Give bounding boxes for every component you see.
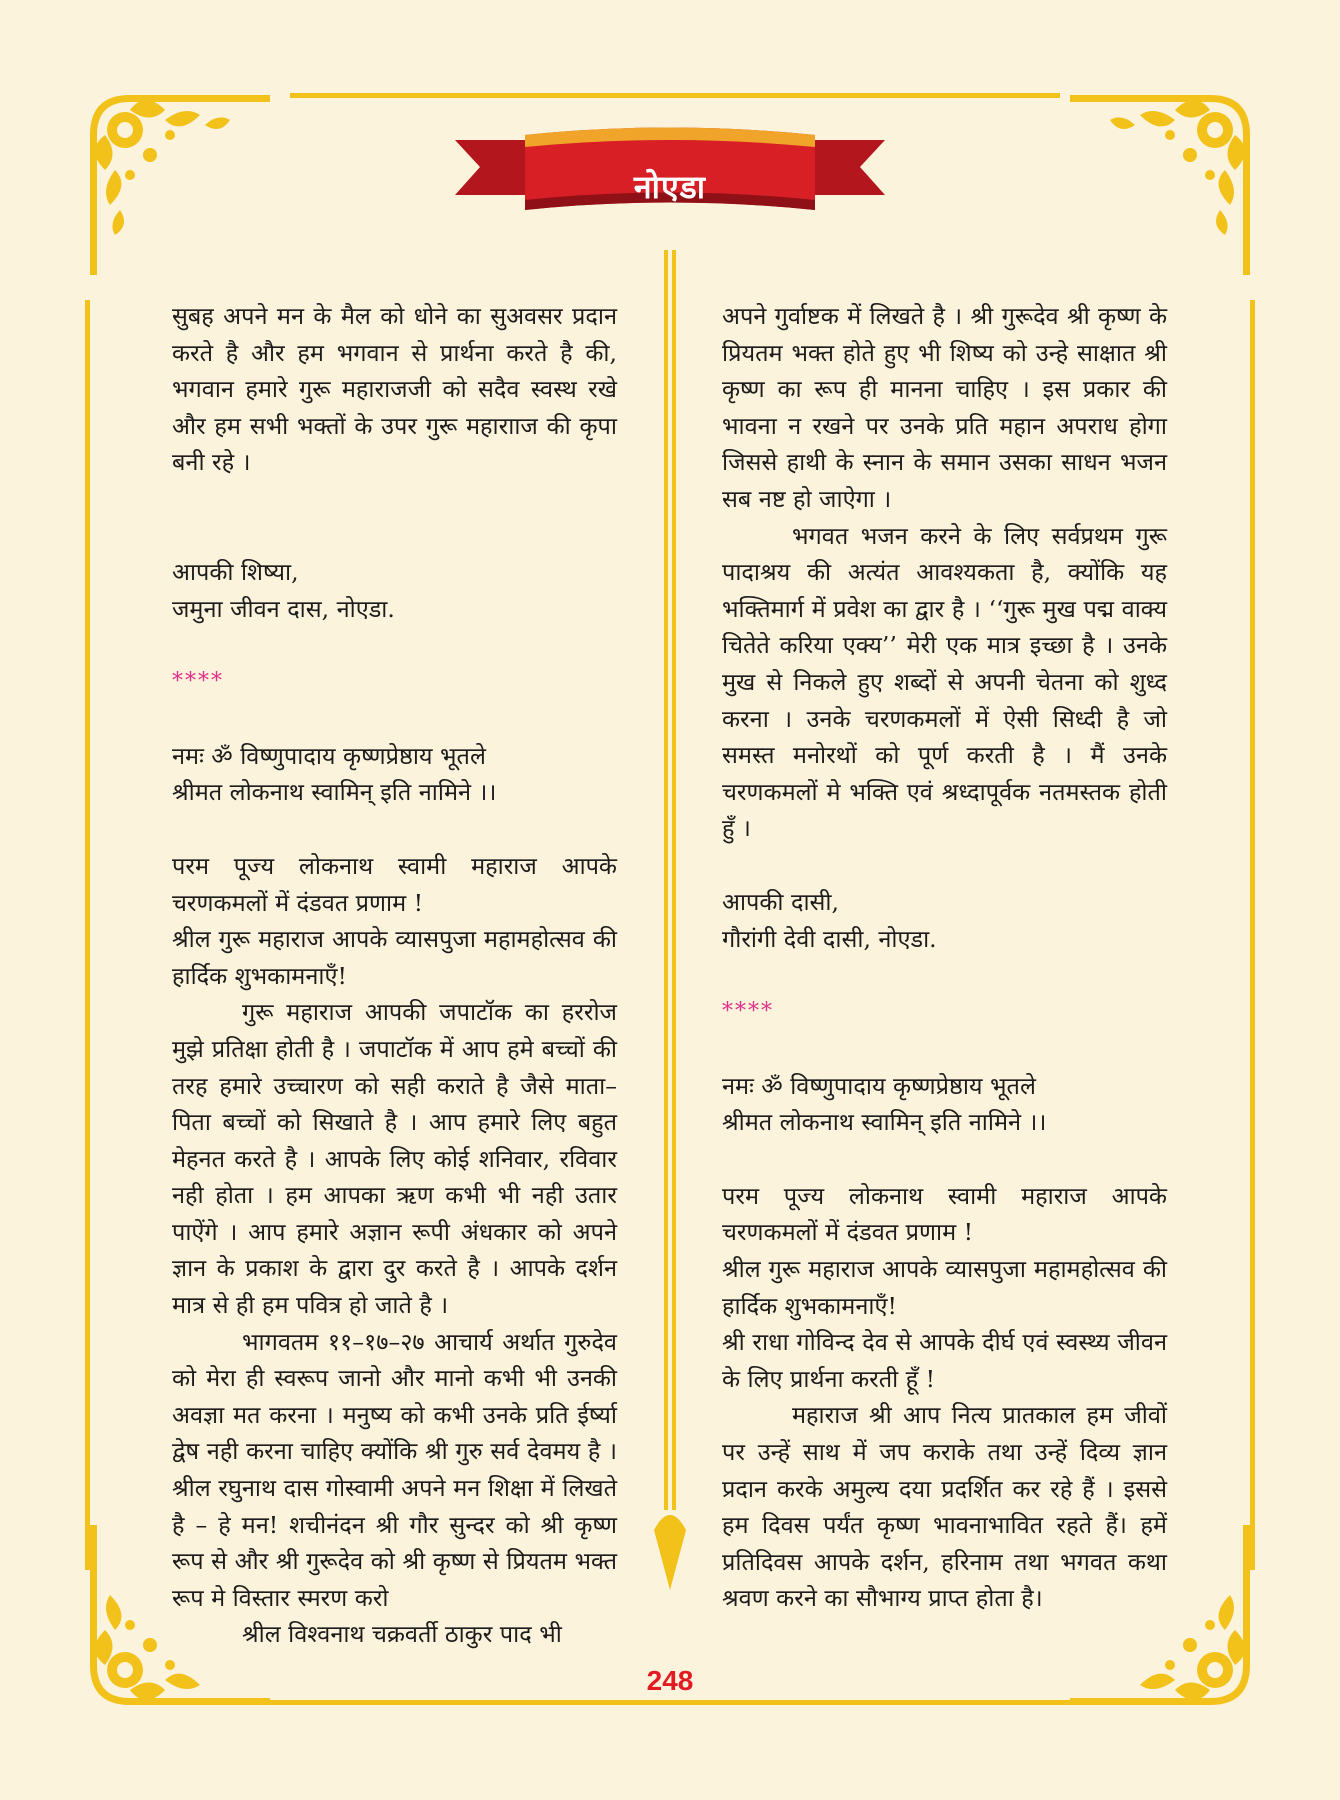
right-salutation: परम पूज्य लोकनाथ स्वामी महाराज आपके चरणकमलों में दंडवत प्रणाम ! — [722, 1181, 1167, 1247]
left-star-divider: **** — [172, 669, 224, 695]
left-mantra-line-1: नमः ॐ विष्णुपादाय कृष्णप्रेष्ठाय भूतले — [172, 741, 486, 770]
frame-left-border — [85, 300, 90, 1570]
right-signoff-line-2: गौरांगी देवी दासी, नोएडा. — [722, 924, 937, 953]
right-paragraph-2: भगवत भजन करने के लिए सर्वप्रथम गुरू पादाश्रय की अत्यंत आवश्यकता है, क्योंकि यह भक्तिमार्ग में प्रवेश का द्वार है । ‘‘गुरू मुख पद्म वाक्य चितेते करिया एक्य’’ मेरी एक मात्र इच्छा है । उनके मुख से निकले हुए शब्दों से अपनी चेतना को शुध्द करना । उनके चरणकमलों में ऐसी सिध्दी है जो समस्त मनोरथों को पूर्ण करती है । मैं उनके चरणकमलों मे भक्ति एवं श्रध्दापूर्वक नतमस्तक होती हुँ । — [722, 521, 1167, 843]
banner-title: नोएडा — [633, 168, 707, 206]
left-paragraph-4: भागवतम ११–१७–२७ आचार्य अर्थात गुरुदेव को मेरा ही स्वरूप जानो और मानो कभी भी उनकी अवज्ञा मत करना । मनुष्य को कभी उनके प्रति ईर्ष्या द्वेष नही करना चाहिए क्योंकि श्री गुरु सर्व देवमय है । श्रील रघुनाथ दास गोस्वामी अपने मन शिक्षा में लिखते है – हे मन! शचीनंदन श्री गौर सुन्दर को श्री कृष्ण रूप से और श्री गुरूदेव को श्री कृष्ण से प्रियतम भक्त रूप मे विस्तार स्मरण करो — [172, 1327, 617, 1612]
right-paragraph-1: अपने गुर्वाष्टक में लिखते है । श्री गुरूदेव श्री कृष्ण के प्रियतम भक्त होते हुए भी शिष्य को उन्हे साक्षात श्री कृष्ण का रूप ही मानना चाहिए । इस प्रकार की भावना न रखने पर उनके प्रति महान अपराध होगा जिससे हाथी के स्नान के समान उसका साधन भजन सब नष्ट हो जाऐगा । — [722, 302, 1167, 513]
right-mantra-line-2: श्रीमत लोकनाथ स्वामिन् इति नामिने ।। — [722, 1108, 1047, 1137]
left-greeting: श्रील गुरू महाराज आपके व्यासपुजा महामहोत्सव की हार्दिक शुभकामनाएँ! — [172, 925, 617, 990]
right-column — [722, 298, 1167, 1617]
left-paragraph-3: गुरू महाराज आपकी जपाटॉक का हररोज मुझे प्रतिक्षा होती है । जपाटॉक में आप हमे बच्चों की तरह हमारे उच्चारण को सही कराते है जैसे माता–पिता बच्चों को सिखाते है । आप हमारे लिए बहुत मेहनत करते है । आपके लिए कोई शनिवार, रविवार नही होता । हम आपका ऋण कभी भी नही उतार पाऐंगे । आप हमारे अज्ञान रूपी अंधकार को अपने ज्ञान के प्रकाश के द्वारा दुर करते है । आपके दर्शन मात्र से ही हम पवित्र हो जाते है । — [172, 998, 617, 1320]
column-divider-icon — [640, 250, 700, 1590]
right-greeting: श्रील गुरू महाराज आपके व्यासपुजा महामहोत्सव की हार्दिक शुभकामनाएँ! — [722, 1255, 1167, 1320]
frame-top-border — [290, 93, 1060, 98]
left-mantra-line-2: श्रीमत लोकनाथ स्वामिन् इति नामिने ।। — [172, 778, 497, 807]
right-signoff-line-1: आपकी दासी, — [722, 887, 839, 916]
left-paragraph-1: सुबह अपने मन के मैल को धोने का सुअवसर प्रदान करते है और हम भगवान से प्रार्थना करते है की, भगवान हमारे गुरू महाराजजी को सदैव स्वस्थ रखे और हम सभी भक्तों के उपर गुरू महारााज की कृपा बनी रहे । — [172, 302, 617, 477]
frame-right-border — [1250, 300, 1255, 1570]
left-salutation: परम पूज्य लोकनाथ स्वामी महाराज आपके चरणकमलों में दंडवत प्रणाम ! — [172, 851, 617, 917]
left-signoff-line-1: आपकी शिष्या, — [172, 557, 299, 586]
frame-bottom-border — [220, 1700, 1120, 1705]
left-column — [172, 298, 617, 1653]
right-paragraph-4: महाराज श्री आप नित्य प्रातकाल हम जीवों पर उन्हें साथ में जप कराके तथा उन्हें दिव्य ज्ञान प्रदान करके अमुल्य दया प्रदर्शित कर रहे हैं । इससे हम दिवस पर्यंत कृष्ण भावनाभावित रहते हैं। हमें प्रतिदिवस आपके दर्शन, हरिनाम तथा भगवत कथा श्रवण करने का सौभाग्य प्राप्त होता है। — [722, 1401, 1167, 1613]
left-paragraph-5: श्रील विश्वनाथ चक्रवर्ती ठाकुर पाद भी — [242, 1620, 562, 1649]
left-signoff-line-2: जमुना जीवन दास, नोएडा. — [172, 594, 395, 623]
page-number: 248 — [646, 1665, 694, 1696]
right-mantra-line-1: नमः ॐ विष्णुपादाय कृष्णप्रेष्ठाय भूतले — [722, 1071, 1036, 1100]
right-prayer: श्री राधा गोविन्द देव से आपके दीर्घ एवं स्वस्थ्य जीवन के लिए प्रार्थना करती हूँ ! — [722, 1328, 1167, 1393]
right-star-divider: **** — [722, 999, 774, 1025]
